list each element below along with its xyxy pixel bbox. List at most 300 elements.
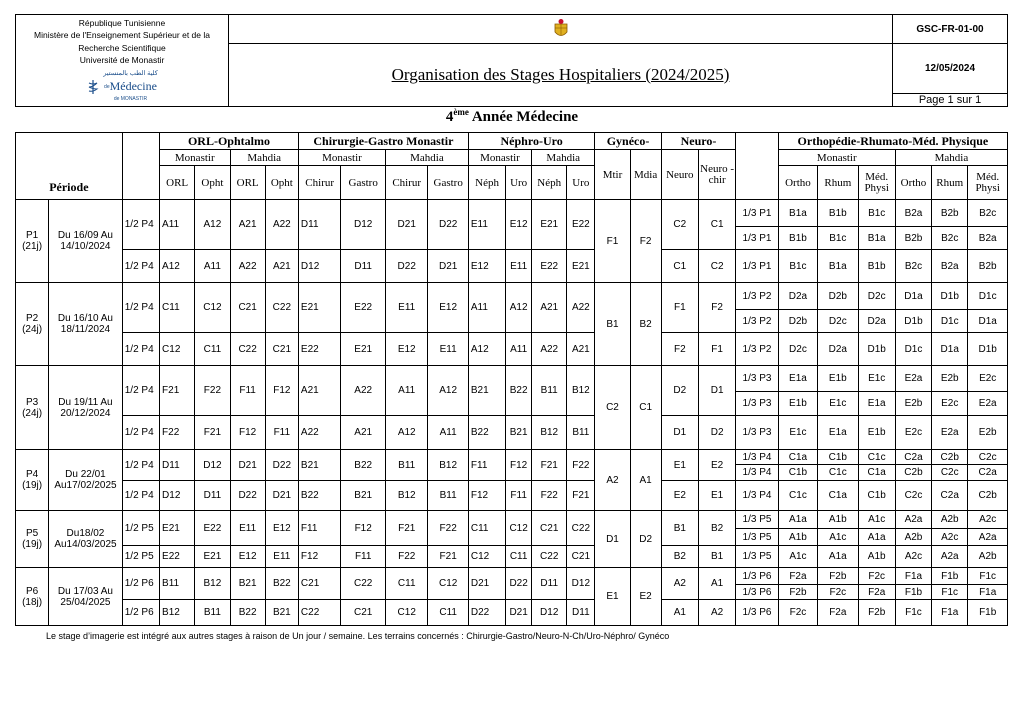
col-mdia: Mdia — [630, 150, 661, 200]
stage-cell: D21 — [385, 200, 427, 250]
stage-cell: C12 — [468, 546, 505, 568]
period-dates: Du 19/11 Au 20/12/2024 — [49, 366, 123, 450]
logo-arabic-text: كلية الطب بالمنستير — [103, 69, 158, 77]
stage-cell: C22 — [567, 511, 595, 546]
ortho-stage-cell: D1c — [932, 310, 968, 333]
ortho-stage-cell: A1a — [778, 511, 817, 529]
neuro-cell: E1 — [661, 450, 698, 481]
stage-cell: C12 — [428, 568, 468, 600]
ortho-stage-cell: D2a — [818, 333, 858, 366]
ortho-stage-cell: D1b — [895, 310, 931, 333]
institution-block — [16, 15, 229, 107]
ortho-stage-cell: B1c — [778, 250, 817, 283]
ortho-stage-cell: A1c — [818, 529, 858, 546]
ortho-stage-cell: D1c — [895, 333, 931, 366]
col-chirur: Chirur — [385, 166, 427, 200]
stage-cell: F22 — [428, 511, 468, 546]
ortho-stage-cell: F1b — [968, 600, 1008, 626]
col-rhum: Rhum — [932, 166, 968, 200]
neurochir-cell: A1 — [698, 568, 735, 600]
ortho-stage-cell: E2b — [895, 392, 931, 416]
stage-cell: F11 — [265, 416, 298, 450]
ortho-stage-cell: C2b — [968, 481, 1008, 511]
ortho-stage-cell: F1b — [895, 585, 931, 600]
ortho-stage-cell: B1a — [858, 227, 895, 250]
stage-cell: F12 — [506, 450, 532, 481]
neuro-cell: A2 — [661, 568, 698, 600]
ortho-stage-cell: A1a — [858, 529, 895, 546]
ortho-stage-cell: A2b — [932, 511, 968, 529]
ortho-stage-cell: B1c — [818, 227, 858, 250]
site-monastir: Monastir — [160, 150, 230, 166]
site-monastir: Monastir — [778, 150, 895, 166]
neurochir-cell: F1 — [698, 333, 735, 366]
stage-cell: C21 — [265, 333, 298, 366]
stage-cell: E21 — [567, 250, 595, 283]
stage-cell: B22 — [298, 481, 340, 511]
stage-cell: D22 — [265, 450, 298, 481]
stage-cell: C22 — [230, 333, 265, 366]
stage-cell: A11 — [195, 250, 230, 283]
stage-cell: F12 — [341, 511, 386, 546]
ortho-stage-cell: F2c — [778, 600, 817, 626]
ortho-group-label: 1/3 P5 — [736, 511, 778, 529]
stage-cell: A11 — [428, 416, 468, 450]
col-chirur: Chirur — [298, 166, 340, 200]
ortho-stage-cell: B1b — [858, 250, 895, 283]
ortho-stage-cell: B2c — [895, 250, 931, 283]
period-id — [16, 450, 49, 511]
stage-cell: F12 — [265, 366, 298, 416]
ortho-stage-cell: C2a — [932, 481, 968, 511]
stage-cell: A12 — [195, 200, 230, 250]
institution-line: Recherche Scientifique — [78, 42, 166, 53]
neurochir-cell: D2 — [698, 416, 735, 450]
stage-cell: E11 — [468, 200, 505, 250]
neuro-cell: B1 — [661, 511, 698, 546]
ortho-stage-cell: D2a — [778, 283, 817, 310]
stage-cell: E12 — [385, 333, 427, 366]
period-code: P1 — [25, 230, 39, 241]
stage-cell: E21 — [532, 200, 567, 250]
stage-cell: A11 — [385, 366, 427, 416]
ortho-stage-cell: F2c — [818, 585, 858, 600]
gyneco-mdia-cell: E2 — [630, 568, 661, 626]
service-orthopedie: Orthopédie-Rhumato-Méd. Physique — [778, 133, 1007, 150]
col-opht: Opht — [265, 166, 298, 200]
ortho-stage-cell: D1c — [968, 283, 1008, 310]
ortho-stage-cell: E2a — [932, 416, 968, 450]
service-chirurgie-gastro: Chirurgie-Gastro Monastir — [298, 133, 468, 150]
neurochir-cell: B2 — [698, 511, 735, 546]
ortho-group-label: 1/3 P2 — [736, 310, 778, 333]
group-label: 1/2 P4 — [122, 366, 159, 416]
stage-cell: A22 — [567, 283, 595, 333]
ortho-group-label: 1/3 P3 — [736, 392, 778, 416]
stage-cell: E22 — [532, 250, 567, 283]
stage-cell: A21 — [567, 333, 595, 366]
stage-cell: C11 — [160, 283, 195, 333]
group-header-blank — [122, 133, 159, 200]
stage-cell: F11 — [230, 366, 265, 416]
ortho-stage-cell: C1b — [858, 481, 895, 511]
stage-cell: C12 — [506, 511, 532, 546]
stage-cell: E12 — [506, 200, 532, 250]
stage-cell: A21 — [298, 366, 340, 416]
col-gastro: Gastro — [428, 166, 468, 200]
ortho-stage-cell: F1c — [968, 568, 1008, 585]
stage-cell: C21 — [341, 600, 386, 626]
ortho-stage-cell: E1b — [818, 366, 858, 392]
ortho-group-label: 1/3 P2 — [736, 333, 778, 366]
stage-cell: F11 — [298, 511, 340, 546]
logo-name: Médecine — [109, 79, 157, 94]
ortho-stage-cell: A1b — [858, 546, 895, 568]
ortho-stage-cell: E1b — [778, 392, 817, 416]
ortho-stage-cell: A2c — [895, 546, 931, 568]
service-neuro: Neuro- — [661, 133, 736, 150]
stage-cell: E22 — [160, 546, 195, 568]
stage-cell: C21 — [298, 568, 340, 600]
caduceus-icon — [86, 79, 100, 95]
col-neuro: Neuro — [661, 150, 698, 200]
institution-line: Université de Monastir — [79, 55, 165, 66]
ortho-stage-cell: B2b — [968, 250, 1008, 283]
stage-cell: B11 — [532, 366, 567, 416]
stage-cell: A12 — [506, 283, 532, 333]
col-neph: Néph — [532, 166, 567, 200]
col-med-physi: Méd. Physi — [968, 166, 1008, 200]
ortho-stage-cell: C2a — [895, 450, 931, 465]
subtitle-text: Année Médecine — [468, 109, 579, 125]
stage-cell: C21 — [532, 511, 567, 546]
stage-cell: F21 — [195, 416, 230, 450]
stage-cell: F21 — [385, 511, 427, 546]
site-monastir: Monastir — [298, 150, 385, 166]
stage-cell: B11 — [160, 568, 195, 600]
ortho-stage-cell: E2c — [932, 392, 968, 416]
ortho-group-label: 1/3 P4 — [736, 465, 778, 481]
period-id — [16, 200, 49, 283]
site-monastir: Monastir — [468, 150, 531, 166]
stage-cell: D12 — [532, 600, 567, 626]
gyneco-mdia-cell: C1 — [630, 366, 661, 450]
ortho-stage-cell: D1b — [932, 283, 968, 310]
ortho-stage-cell: A2a — [932, 546, 968, 568]
stage-cell: F11 — [341, 546, 386, 568]
stage-cell: A12 — [160, 250, 195, 283]
ortho-stage-cell: F1a — [895, 568, 931, 585]
stage-cell: D12 — [567, 568, 595, 600]
neuro-cell: E2 — [661, 481, 698, 511]
ortho-stage-cell: D2c — [858, 283, 895, 310]
ortho-stage-cell: D2a — [858, 310, 895, 333]
stage-cell: B22 — [230, 600, 265, 626]
group-label: 1/2 P6 — [122, 568, 159, 600]
neuro-cell: B2 — [661, 546, 698, 568]
stage-cell: E21 — [341, 333, 386, 366]
stage-cell: E11 — [506, 250, 532, 283]
ortho-group-label: 1/3 P5 — [736, 546, 778, 568]
ortho-stage-cell: B1a — [818, 250, 858, 283]
neuro-cell: F1 — [661, 283, 698, 333]
stage-cell: B22 — [341, 450, 386, 481]
period-dates: Du 17/03 Au 25/04/2025 — [49, 568, 123, 626]
ortho-stage-cell: F1a — [968, 585, 1008, 600]
logo-sub: de MONASTIR — [113, 96, 148, 103]
stage-cell: D11 — [567, 600, 595, 626]
stage-cell: E21 — [298, 283, 340, 333]
ortho-stage-cell: E2b — [968, 416, 1008, 450]
year-number: 4 — [445, 109, 454, 125]
ortho-stage-cell: A2c — [968, 511, 1008, 529]
stage-cell: D12 — [195, 450, 230, 481]
stage-cell: A22 — [230, 250, 265, 283]
faculty-logo — [16, 68, 228, 106]
tunisia-crest-icon — [551, 18, 571, 40]
ortho-stage-cell: B2c — [968, 200, 1008, 227]
stage-cell: B21 — [298, 450, 340, 481]
ortho-group-label: 1/3 P6 — [736, 600, 778, 626]
stage-cell: B21 — [230, 568, 265, 600]
site-mahdia: Mahdia — [895, 150, 1007, 166]
ortho-group-header-blank — [736, 133, 778, 200]
ortho-stage-cell: B1a — [778, 200, 817, 227]
group-label: 1/2 P4 — [122, 416, 159, 450]
ortho-stage-cell: F1c — [932, 585, 968, 600]
neuro-cell: F2 — [661, 333, 698, 366]
ortho-group-label: 1/3 P4 — [736, 450, 778, 465]
stage-cell: B21 — [341, 481, 386, 511]
group-label: 1/2 P4 — [122, 450, 159, 481]
stage-cell: E12 — [428, 283, 468, 333]
stage-cell: C22 — [265, 283, 298, 333]
ortho-stage-cell: E2c — [895, 416, 931, 450]
ortho-stage-cell: E2a — [895, 366, 931, 392]
stage-cell: D11 — [532, 568, 567, 600]
ortho-stage-cell: E1c — [778, 416, 817, 450]
stage-cell: B22 — [506, 366, 532, 416]
col-ortho: Ortho — [895, 166, 931, 200]
stage-cell: E11 — [385, 283, 427, 333]
ortho-stage-cell: C1a — [818, 481, 858, 511]
stage-cell: E12 — [468, 250, 505, 283]
stage-cell: E22 — [298, 333, 340, 366]
ortho-stage-cell: E1a — [858, 392, 895, 416]
ortho-group-label: 1/3 P2 — [736, 283, 778, 310]
stage-cell: D21 — [468, 568, 505, 600]
stage-cell: C12 — [385, 600, 427, 626]
ortho-stage-cell: A1a — [818, 546, 858, 568]
ortho-stage-cell: C1b — [818, 450, 858, 465]
neurochir-cell: C1 — [698, 200, 735, 250]
stage-cell: D21 — [230, 450, 265, 481]
stage-cell: B21 — [265, 600, 298, 626]
period-code: P5 — [25, 528, 39, 539]
stage-cell: E21 — [195, 546, 230, 568]
ortho-stage-cell: A2b — [968, 546, 1008, 568]
ortho-stage-cell: F1b — [932, 568, 968, 585]
neurochir-cell: D1 — [698, 366, 735, 416]
period-code: P2 — [25, 313, 39, 324]
stage-cell: E21 — [160, 511, 195, 546]
col-opht: Opht — [195, 166, 230, 200]
period-days: (19j) — [22, 480, 43, 491]
period-dates: Du18/02 Au14/03/2025 — [49, 511, 123, 568]
ortho-stage-cell: A2b — [895, 529, 931, 546]
stage-cell: A12 — [468, 333, 505, 366]
ortho-stage-cell: D1a — [895, 283, 931, 310]
gyneco-mdia-cell: D2 — [630, 511, 661, 568]
ortho-stage-cell: E2c — [968, 366, 1008, 392]
col-rhum: Rhum — [818, 166, 858, 200]
site-mahdia: Mahdia — [532, 150, 595, 166]
stage-cell: C22 — [341, 568, 386, 600]
ortho-group-label: 1/3 P6 — [736, 585, 778, 600]
institution-line: République Tunisienne — [78, 18, 166, 28]
stage-cell: C22 — [532, 546, 567, 568]
ortho-stage-cell: B1b — [818, 200, 858, 227]
stage-cell: D22 — [385, 250, 427, 283]
period-code: P3 — [25, 396, 39, 408]
ortho-group-label: 1/3 P1 — [736, 200, 778, 227]
neuro-cell: D1 — [661, 416, 698, 450]
stage-cell: D12 — [298, 250, 340, 283]
ortho-stage-cell: B1b — [778, 227, 817, 250]
period-days: (19j) — [22, 539, 43, 550]
ortho-stage-cell: F2a — [858, 585, 895, 600]
schedule-table — [15, 132, 1008, 626]
stage-cell: F12 — [230, 416, 265, 450]
ortho-stage-cell: E1a — [778, 366, 817, 392]
ortho-stage-cell: C2b — [895, 465, 931, 481]
ortho-stage-cell: B2a — [932, 250, 968, 283]
ortho-stage-cell: B2b — [895, 227, 931, 250]
ortho-stage-cell: D1a — [932, 333, 968, 366]
ortho-stage-cell: D2b — [778, 310, 817, 333]
ortho-stage-cell: D2c — [818, 310, 858, 333]
gyneco-mtir-cell: F1 — [595, 200, 630, 283]
stage-cell: D21 — [506, 600, 532, 626]
stage-cell: A12 — [385, 416, 427, 450]
ortho-stage-cell: D1b — [858, 333, 895, 366]
ortho-stage-cell: E1a — [818, 416, 858, 450]
stage-cell: D11 — [195, 481, 230, 511]
ortho-stage-cell: E1c — [858, 366, 895, 392]
gyneco-mdia-cell: B2 — [630, 283, 661, 366]
stage-cell: C11 — [506, 546, 532, 568]
period-id — [16, 568, 49, 626]
stage-cell: B21 — [468, 366, 505, 416]
ortho-stage-cell: F2b — [778, 585, 817, 600]
stage-cell: C11 — [385, 568, 427, 600]
neuro-cell: C2 — [661, 200, 698, 250]
ortho-stage-cell: E2b — [932, 366, 968, 392]
stage-cell: E11 — [428, 333, 468, 366]
stage-cell: B11 — [428, 481, 468, 511]
ortho-stage-cell: D1b — [968, 333, 1008, 366]
group-label: 1/2 P5 — [122, 511, 159, 546]
logo-prefix: de — [104, 84, 110, 91]
ortho-stage-cell: B2b — [932, 200, 968, 227]
gyneco-mtir-cell: C2 — [595, 366, 630, 450]
ortho-stage-cell: A2a — [895, 511, 931, 529]
neurochir-cell: B1 — [698, 546, 735, 568]
stage-cell: B12 — [567, 366, 595, 416]
stage-cell: D21 — [428, 250, 468, 283]
document-title: Organisation des Stages Hospitaliers (2024/2025) — [229, 44, 893, 107]
col-uro: Uro — [506, 166, 532, 200]
ortho-stage-cell: F2b — [818, 568, 858, 585]
stage-cell: B12 — [160, 600, 195, 626]
ortho-group-label: 1/3 P4 — [736, 481, 778, 511]
period-header: Période — [16, 133, 123, 200]
stage-cell: D21 — [265, 481, 298, 511]
ortho-stage-cell: E1c — [818, 392, 858, 416]
stage-cell: A22 — [265, 200, 298, 250]
period-id — [16, 283, 49, 366]
stage-cell: E22 — [567, 200, 595, 250]
stage-cell: F22 — [532, 481, 567, 511]
gyneco-mdia-cell: F2 — [630, 200, 661, 283]
stage-cell: D22 — [506, 568, 532, 600]
stage-cell: D11 — [160, 450, 195, 481]
gyneco-mdia-cell: A1 — [630, 450, 661, 511]
period-days: (18j) — [22, 596, 43, 608]
group-label: 1/2 P6 — [122, 600, 159, 626]
stage-cell: C11 — [428, 600, 468, 626]
ortho-group-label: 1/3 P3 — [736, 416, 778, 450]
col-med-physi: Méd. Physi — [858, 166, 895, 200]
ortho-group-label: 1/3 P3 — [736, 366, 778, 392]
stage-cell: B21 — [506, 416, 532, 450]
neurochir-cell: F2 — [698, 283, 735, 333]
col-mtir: Mtir — [595, 150, 630, 200]
ortho-stage-cell: F2b — [858, 600, 895, 626]
ortho-stage-cell: C1c — [858, 450, 895, 465]
neuro-cell: A1 — [661, 600, 698, 626]
stage-cell: A11 — [506, 333, 532, 366]
service-orl-ophtalmo: ORL-Ophtalmo — [160, 133, 299, 150]
period-id — [16, 511, 49, 568]
col-orl: ORL — [230, 166, 265, 200]
stage-cell: A22 — [341, 366, 386, 416]
gyneco-mtir-cell: A2 — [595, 450, 630, 511]
stage-cell: D12 — [160, 481, 195, 511]
stage-cell: B12 — [428, 450, 468, 481]
stage-cell: C21 — [230, 283, 265, 333]
gyneco-mtir-cell: B1 — [595, 283, 630, 366]
stage-cell: A21 — [341, 416, 386, 450]
stage-cell: D22 — [468, 600, 505, 626]
stage-cell: F22 — [385, 546, 427, 568]
ortho-stage-cell: E1b — [858, 416, 895, 450]
ortho-stage-cell: A1c — [778, 546, 817, 568]
period-code: P6 — [25, 585, 39, 597]
group-label: 1/2 P4 — [122, 200, 159, 250]
ortho-stage-cell: A2a — [968, 529, 1008, 546]
ortho-stage-cell: D2c — [778, 333, 817, 366]
group-label: 1/2 P4 — [122, 481, 159, 511]
stage-cell: C11 — [195, 333, 230, 366]
ortho-group-label: 1/3 P1 — [736, 250, 778, 283]
stage-cell: A11 — [468, 283, 505, 333]
stage-cell: B11 — [195, 600, 230, 626]
ortho-stage-cell: C2b — [932, 450, 968, 465]
stage-cell: F21 — [567, 481, 595, 511]
col-neurochir: Neuro -chir — [698, 150, 735, 200]
stage-cell: A21 — [265, 250, 298, 283]
